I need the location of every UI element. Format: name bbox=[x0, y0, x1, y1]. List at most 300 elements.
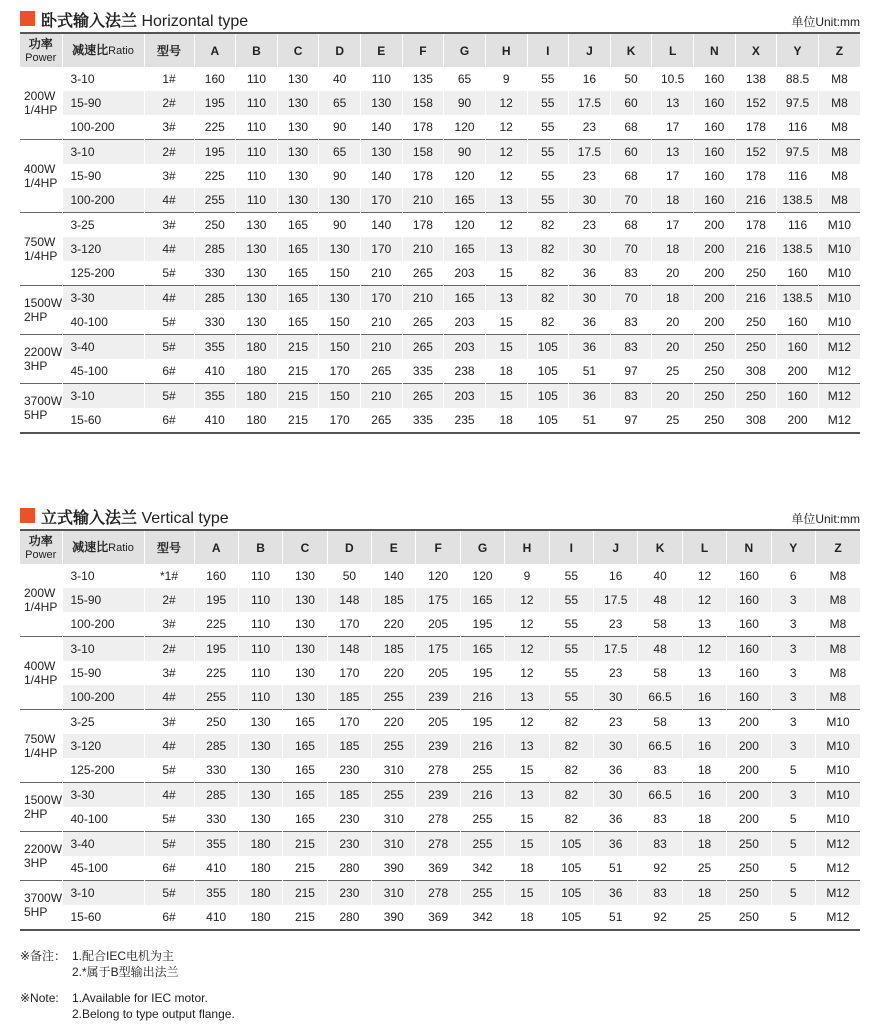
dim-cell-x: 216 bbox=[735, 237, 777, 261]
dim-cell-e: 170 bbox=[361, 188, 403, 213]
ratio-cell: 3-30 bbox=[62, 286, 144, 311]
dim-cell-h: 13 bbox=[485, 237, 527, 261]
dim-cell-l: 25 bbox=[652, 359, 694, 384]
dim-cell-e: 265 bbox=[361, 408, 403, 433]
dim-cell-l: 12 bbox=[682, 588, 726, 612]
dim-cell-c: 130 bbox=[283, 637, 327, 662]
dim-cell-a: 160 bbox=[194, 67, 236, 91]
model-cell: 3# bbox=[144, 164, 194, 188]
dim-cell-a: 285 bbox=[194, 734, 238, 758]
dim-cell-l: 25 bbox=[682, 856, 726, 881]
model-cell: 5# bbox=[144, 881, 194, 906]
model-cell: 3# bbox=[144, 213, 194, 238]
table-row bbox=[20, 685, 860, 710]
dim-cell-k: 83 bbox=[610, 310, 652, 335]
ratio-cell: 40-100 bbox=[62, 807, 144, 832]
dim-cell-g: 195 bbox=[460, 710, 504, 735]
model-cell: 6# bbox=[144, 359, 194, 384]
dim-cell-j: 16 bbox=[569, 67, 611, 91]
dim-cell-l: 13 bbox=[682, 612, 726, 637]
dim-cell-d: 230 bbox=[327, 832, 371, 857]
dim-cell-j: 30 bbox=[594, 783, 638, 808]
vertical-table bbox=[20, 529, 860, 931]
dim-cell-j: 23 bbox=[594, 710, 638, 735]
dim-cell-l: 13 bbox=[652, 91, 694, 115]
dim-header-c: C bbox=[283, 530, 327, 564]
dim-header-j: J bbox=[594, 530, 638, 564]
dim-cell-z: M8 bbox=[818, 67, 860, 91]
dim-cell-a: 160 bbox=[194, 564, 238, 588]
dim-cell-e: 210 bbox=[361, 335, 403, 360]
dim-cell-j: 16 bbox=[594, 564, 638, 588]
ratio-cell: 100-200 bbox=[62, 188, 144, 213]
dim-cell-x: 308 bbox=[735, 408, 777, 433]
dim-cell-i: 55 bbox=[549, 661, 593, 685]
model-cell: 4# bbox=[144, 188, 194, 213]
dim-cell-n: 250 bbox=[727, 881, 771, 906]
vertical-unit: 单位Unit:mm bbox=[791, 512, 860, 526]
dim-cell-c: 130 bbox=[277, 91, 319, 115]
dim-cell-i: 105 bbox=[549, 881, 593, 906]
dim-cell-b: 130 bbox=[238, 734, 282, 758]
power-value: 750W bbox=[24, 732, 56, 746]
dim-cell-h: 12 bbox=[485, 140, 527, 165]
dim-cell-j: 23 bbox=[569, 164, 611, 188]
dim-cell-g: 165 bbox=[460, 588, 504, 612]
dim-cell-a: 285 bbox=[194, 286, 236, 311]
ratio-cell: 3-40 bbox=[62, 335, 144, 360]
note-cn-label: ※备注： bbox=[20, 949, 67, 963]
dim-cell-j: 30 bbox=[569, 188, 611, 213]
model-cell: 5# bbox=[144, 758, 194, 783]
ratio-header-cn: 减速比 bbox=[72, 43, 109, 57]
dim-cell-z: M10 bbox=[815, 783, 860, 808]
ratio-cell: 40-100 bbox=[62, 310, 144, 335]
dim-cell-e: 255 bbox=[372, 685, 416, 710]
dim-cell-y: 160 bbox=[777, 335, 819, 360]
dim-cell-l: 13 bbox=[682, 710, 726, 735]
dim-cell-b: 180 bbox=[236, 359, 278, 384]
dim-cell-z: M12 bbox=[815, 832, 860, 857]
dim-cell-k: 60 bbox=[610, 91, 652, 115]
dim-cell-d: 185 bbox=[327, 685, 371, 710]
dim-cell-g: 203 bbox=[444, 261, 486, 286]
dim-cell-b: 130 bbox=[238, 783, 282, 808]
dim-cell-h: 18 bbox=[485, 359, 527, 384]
vertical-title-cn: 立式输入法兰 bbox=[41, 510, 138, 527]
dim-cell-g: 165 bbox=[444, 286, 486, 311]
dim-cell-d: 65 bbox=[319, 140, 361, 165]
dim-cell-k: 83 bbox=[638, 758, 682, 783]
dim-cell-g: 255 bbox=[460, 832, 504, 857]
power-cell bbox=[20, 67, 62, 140]
dim-cell-n: 200 bbox=[694, 237, 736, 261]
dim-cell-c: 165 bbox=[283, 807, 327, 832]
dim-cell-b: 110 bbox=[236, 188, 278, 213]
dim-cell-l: 16 bbox=[682, 783, 726, 808]
dim-cell-k: 58 bbox=[638, 710, 682, 735]
dim-cell-c: 130 bbox=[277, 115, 319, 140]
dim-cell-f: 175 bbox=[416, 588, 460, 612]
dim-header-b: B bbox=[236, 33, 278, 67]
power-value: 1500W bbox=[24, 793, 62, 807]
power-cell bbox=[20, 140, 62, 213]
dim-cell-n: 200 bbox=[694, 213, 736, 238]
model-cell: 2# bbox=[144, 140, 194, 165]
ratio-cell: 15-90 bbox=[62, 91, 144, 115]
dim-header-b: B bbox=[238, 530, 282, 564]
power-header-cn: 功率 bbox=[28, 36, 53, 51]
dim-cell-d: 90 bbox=[319, 213, 361, 238]
dim-cell-g: 120 bbox=[460, 564, 504, 588]
dim-cell-z: M10 bbox=[818, 237, 860, 261]
dim-cell-g: 90 bbox=[444, 91, 486, 115]
model-cell: 3# bbox=[144, 710, 194, 735]
horizontal-table bbox=[20, 32, 860, 434]
dim-cell-b: 110 bbox=[238, 564, 282, 588]
power-value: 750W bbox=[24, 235, 56, 249]
dim-cell-h: 18 bbox=[505, 905, 549, 930]
dim-cell-e: 140 bbox=[361, 115, 403, 140]
dim-cell-j: 36 bbox=[569, 310, 611, 335]
dim-cell-h: 12 bbox=[505, 637, 549, 662]
dim-cell-g: 165 bbox=[444, 237, 486, 261]
ratio-cell: 100-200 bbox=[62, 115, 144, 140]
dim-cell-l: 20 bbox=[652, 261, 694, 286]
dim-cell-b: 180 bbox=[238, 856, 282, 881]
dim-cell-x: 308 bbox=[735, 359, 777, 384]
dim-cell-a: 255 bbox=[194, 188, 236, 213]
dim-cell-y: 5 bbox=[771, 856, 815, 881]
dim-cell-k: 68 bbox=[610, 164, 652, 188]
dim-cell-b: 110 bbox=[238, 637, 282, 662]
dim-cell-c: 130 bbox=[283, 564, 327, 588]
dim-cell-h: 13 bbox=[505, 685, 549, 710]
dim-cell-d: 185 bbox=[327, 734, 371, 758]
ratio-cell: 15-90 bbox=[62, 588, 144, 612]
power-value: 400W bbox=[24, 659, 56, 673]
dim-cell-c: 165 bbox=[283, 710, 327, 735]
dim-cell-f: 178 bbox=[402, 164, 444, 188]
dim-cell-f: 278 bbox=[416, 807, 460, 832]
dim-cell-d: 230 bbox=[327, 807, 371, 832]
model-cell: 6# bbox=[144, 905, 194, 930]
dim-cell-j: 36 bbox=[594, 881, 638, 906]
dim-cell-y: 5 bbox=[771, 905, 815, 930]
dim-cell-c: 215 bbox=[283, 856, 327, 881]
table-row bbox=[20, 408, 860, 433]
dim-cell-n: 250 bbox=[727, 905, 771, 930]
dim-cell-e: 130 bbox=[361, 140, 403, 165]
dim-cell-n: 160 bbox=[694, 164, 736, 188]
dim-cell-f: 335 bbox=[402, 408, 444, 433]
model-cell: 5# bbox=[144, 832, 194, 857]
dim-cell-n: 160 bbox=[727, 661, 771, 685]
power-header-en: Power bbox=[25, 548, 57, 561]
dim-cell-j: 51 bbox=[594, 905, 638, 930]
dim-cell-e: 185 bbox=[372, 637, 416, 662]
dim-cell-y: 5 bbox=[771, 807, 815, 832]
dim-cell-j: 23 bbox=[594, 661, 638, 685]
dim-cell-j: 36 bbox=[594, 807, 638, 832]
table-row bbox=[20, 905, 860, 930]
ratio-cell: 3-40 bbox=[62, 832, 144, 857]
note-cn-line-2 bbox=[20, 964, 235, 980]
ratio-cell: 3-10 bbox=[62, 384, 144, 409]
dim-cell-e: 140 bbox=[372, 564, 416, 588]
dim-cell-y: 160 bbox=[777, 261, 819, 286]
dim-cell-f: 175 bbox=[416, 637, 460, 662]
dim-cell-j: 30 bbox=[569, 286, 611, 311]
table-row bbox=[20, 734, 860, 758]
dim-cell-i: 55 bbox=[549, 685, 593, 710]
dim-cell-b: 130 bbox=[236, 286, 278, 311]
power-value: 3700W bbox=[24, 891, 62, 905]
power-value: 1/4HP bbox=[24, 746, 58, 760]
dim-cell-i: 105 bbox=[527, 359, 569, 384]
dim-cell-e: 130 bbox=[361, 91, 403, 115]
power-cell bbox=[20, 213, 62, 286]
section-marker-icon bbox=[20, 508, 35, 523]
dim-cell-g: 203 bbox=[444, 310, 486, 335]
table-row bbox=[20, 140, 860, 165]
dim-cell-l: 18 bbox=[682, 807, 726, 832]
dim-header-g: G bbox=[444, 33, 486, 67]
dim-cell-i: 55 bbox=[527, 91, 569, 115]
dim-cell-j: 30 bbox=[594, 685, 638, 710]
dim-cell-j: 51 bbox=[594, 856, 638, 881]
note-cn-line-1 bbox=[20, 948, 235, 964]
dim-cell-y: 5 bbox=[771, 881, 815, 906]
dim-cell-b: 110 bbox=[236, 164, 278, 188]
dim-cell-y: 5 bbox=[771, 758, 815, 783]
dim-cell-z: M10 bbox=[815, 734, 860, 758]
note-en-line-1 bbox=[20, 990, 235, 1006]
dim-cell-i: 105 bbox=[549, 905, 593, 930]
dim-header-j: J bbox=[569, 33, 611, 67]
dim-cell-g: 238 bbox=[444, 359, 486, 384]
dim-cell-z: M12 bbox=[818, 335, 860, 360]
dim-cell-e: 185 bbox=[372, 588, 416, 612]
dim-cell-n: 160 bbox=[727, 588, 771, 612]
dim-cell-l: 18 bbox=[652, 237, 694, 261]
ratio-cell: 3-10 bbox=[62, 140, 144, 165]
dim-cell-l: 12 bbox=[682, 564, 726, 588]
dim-cell-k: 92 bbox=[638, 905, 682, 930]
dim-cell-n: 200 bbox=[694, 261, 736, 286]
dim-cell-f: 210 bbox=[402, 237, 444, 261]
dim-cell-d: 150 bbox=[319, 310, 361, 335]
dim-cell-y: 200 bbox=[777, 359, 819, 384]
dim-cell-h: 13 bbox=[505, 783, 549, 808]
dim-cell-f: 369 bbox=[416, 856, 460, 881]
table-row bbox=[20, 783, 860, 808]
dim-header-l: L bbox=[682, 530, 726, 564]
dim-header-z: Z bbox=[815, 530, 860, 564]
horizontal-title-cn: 卧式输入法兰 bbox=[41, 13, 138, 30]
dim-cell-e: 220 bbox=[372, 661, 416, 685]
dim-cell-b: 110 bbox=[238, 661, 282, 685]
dim-cell-z: M8 bbox=[815, 661, 860, 685]
dim-header-z: Z bbox=[818, 33, 860, 67]
dim-cell-k: 60 bbox=[610, 140, 652, 165]
model-cell: 4# bbox=[144, 237, 194, 261]
dim-cell-a: 330 bbox=[194, 310, 236, 335]
dim-cell-b: 180 bbox=[236, 408, 278, 433]
dim-cell-h: 12 bbox=[505, 612, 549, 637]
dim-cell-b: 130 bbox=[236, 310, 278, 335]
dim-header-f: F bbox=[416, 530, 460, 564]
model-cell: 3# bbox=[144, 661, 194, 685]
table-row bbox=[20, 588, 860, 612]
table-row bbox=[20, 807, 860, 832]
dim-cell-n: 160 bbox=[694, 91, 736, 115]
dim-cell-f: 205 bbox=[416, 612, 460, 637]
dim-cell-d: 90 bbox=[319, 164, 361, 188]
dim-cell-f: 369 bbox=[416, 905, 460, 930]
dim-cell-c: 165 bbox=[277, 310, 319, 335]
dim-cell-c: 130 bbox=[277, 140, 319, 165]
dim-cell-d: 50 bbox=[327, 564, 371, 588]
dim-cell-f: 120 bbox=[416, 564, 460, 588]
dim-cell-n: 160 bbox=[727, 564, 771, 588]
dim-cell-f: 239 bbox=[416, 685, 460, 710]
power-cell bbox=[20, 710, 62, 783]
model-header: 型号 bbox=[144, 33, 194, 67]
dim-cell-k: 48 bbox=[638, 588, 682, 612]
dim-cell-y: 3 bbox=[771, 734, 815, 758]
power-cell bbox=[20, 783, 62, 832]
table-row bbox=[20, 384, 860, 409]
table-row bbox=[20, 710, 860, 735]
dim-cell-y: 116 bbox=[777, 164, 819, 188]
dim-cell-d: 150 bbox=[319, 261, 361, 286]
vertical-header bbox=[20, 505, 860, 529]
dim-cell-f: 265 bbox=[402, 335, 444, 360]
ratio-header-cn: 减速比 bbox=[72, 540, 109, 554]
model-cell: 3# bbox=[144, 115, 194, 140]
dim-cell-c: 165 bbox=[277, 237, 319, 261]
ratio-header bbox=[62, 33, 144, 67]
dim-cell-k: 92 bbox=[638, 856, 682, 881]
dim-cell-j: 23 bbox=[594, 612, 638, 637]
ratio-cell: 125-200 bbox=[62, 261, 144, 286]
model-cell: 2# bbox=[144, 637, 194, 662]
dim-cell-n: 200 bbox=[727, 710, 771, 735]
power-value: 5HP bbox=[24, 905, 48, 919]
table-row bbox=[20, 612, 860, 637]
dim-cell-e: 220 bbox=[372, 710, 416, 735]
dim-cell-c: 165 bbox=[277, 286, 319, 311]
dim-cell-i: 105 bbox=[527, 384, 569, 409]
dim-cell-b: 180 bbox=[236, 335, 278, 360]
dim-cell-c: 215 bbox=[277, 384, 319, 409]
dim-cell-z: M8 bbox=[818, 140, 860, 165]
dim-cell-d: 230 bbox=[327, 881, 371, 906]
dim-cell-x: 178 bbox=[735, 164, 777, 188]
model-cell: 5# bbox=[144, 807, 194, 832]
dim-cell-d: 148 bbox=[327, 588, 371, 612]
dim-cell-e: 170 bbox=[361, 286, 403, 311]
dim-cell-a: 225 bbox=[194, 115, 236, 140]
dim-cell-z: M8 bbox=[815, 637, 860, 662]
dim-cell-a: 355 bbox=[194, 832, 238, 857]
dim-cell-z: M12 bbox=[815, 881, 860, 906]
dim-cell-l: 20 bbox=[652, 384, 694, 409]
dim-cell-g: 216 bbox=[460, 734, 504, 758]
dim-cell-a: 410 bbox=[194, 856, 238, 881]
dim-cell-a: 410 bbox=[194, 408, 236, 433]
ratio-cell: 15-60 bbox=[62, 408, 144, 433]
table-row bbox=[20, 164, 860, 188]
dim-cell-n: 160 bbox=[694, 140, 736, 165]
ratio-header-en: Ratio bbox=[108, 542, 134, 554]
dim-cell-i: 105 bbox=[527, 408, 569, 433]
dim-cell-h: 18 bbox=[485, 408, 527, 433]
dim-cell-d: 130 bbox=[319, 286, 361, 311]
dim-cell-j: 36 bbox=[594, 758, 638, 783]
note-en-text: 1.Available for IEC motor. bbox=[72, 991, 208, 1005]
model-cell: 4# bbox=[144, 734, 194, 758]
dim-cell-d: 170 bbox=[319, 359, 361, 384]
dim-cell-c: 165 bbox=[283, 734, 327, 758]
dim-cell-a: 410 bbox=[194, 905, 238, 930]
dim-cell-x: 216 bbox=[735, 188, 777, 213]
dim-cell-i: 55 bbox=[549, 588, 593, 612]
dim-cell-l: 18 bbox=[652, 286, 694, 311]
dim-cell-z: M8 bbox=[815, 612, 860, 637]
dim-cell-y: 116 bbox=[777, 115, 819, 140]
dim-cell-e: 310 bbox=[372, 832, 416, 857]
dim-cell-l: 25 bbox=[682, 905, 726, 930]
dim-header-y: Y bbox=[777, 33, 819, 67]
dim-cell-f: 335 bbox=[402, 359, 444, 384]
ratio-cell: 3-120 bbox=[62, 734, 144, 758]
power-value: 200W bbox=[24, 89, 56, 103]
dim-cell-e: 170 bbox=[361, 237, 403, 261]
dim-cell-h: 12 bbox=[485, 115, 527, 140]
table-row bbox=[20, 213, 860, 238]
dim-cell-y: 3 bbox=[771, 637, 815, 662]
dim-cell-i: 82 bbox=[527, 261, 569, 286]
model-cell: 4# bbox=[144, 685, 194, 710]
ratio-cell: 125-200 bbox=[62, 758, 144, 783]
dim-cell-a: 250 bbox=[194, 710, 238, 735]
dim-cell-n: 250 bbox=[694, 408, 736, 433]
dim-cell-h: 12 bbox=[485, 164, 527, 188]
dim-cell-e: 265 bbox=[361, 359, 403, 384]
dim-cell-x: 178 bbox=[735, 115, 777, 140]
power-value: 2HP bbox=[24, 310, 48, 324]
dim-cell-g: 203 bbox=[444, 384, 486, 409]
dim-cell-x: 152 bbox=[735, 91, 777, 115]
dim-cell-n: 160 bbox=[694, 115, 736, 140]
dim-cell-n: 250 bbox=[694, 359, 736, 384]
dim-cell-d: 230 bbox=[327, 758, 371, 783]
table-row bbox=[20, 115, 860, 140]
ratio-cell: 3-10 bbox=[62, 881, 144, 906]
dim-cell-x: 250 bbox=[735, 335, 777, 360]
dim-cell-b: 110 bbox=[238, 612, 282, 637]
dim-cell-y: 116 bbox=[777, 213, 819, 238]
note-en-line-2 bbox=[20, 1006, 235, 1022]
dim-cell-d: 150 bbox=[319, 384, 361, 409]
dim-cell-a: 330 bbox=[194, 261, 236, 286]
dim-cell-i: 105 bbox=[549, 832, 593, 857]
dim-cell-f: 265 bbox=[402, 384, 444, 409]
dim-cell-h: 12 bbox=[505, 710, 549, 735]
dim-cell-n: 250 bbox=[694, 335, 736, 360]
